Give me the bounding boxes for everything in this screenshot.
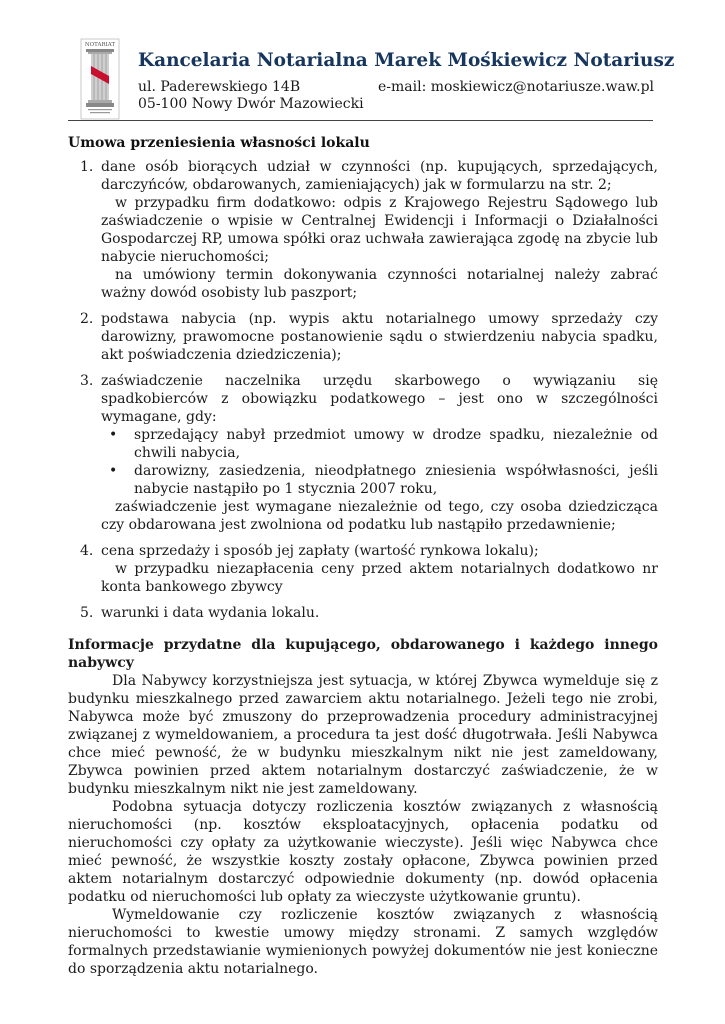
list-item-note: w przypadku niezapłacenia ceny przed aktem notarialnych dodatkowo nr konta bankowego zbywcy (101, 561, 658, 595)
bullet-text: darowizny, zasiedzenia, nieodpłatnego zniesienia współwłasności, jeśli nabycie nastąpiło po 1 stycznia 2007 roku, (134, 463, 658, 497)
list-item-text: cena sprzedaży i sposób jej zapłaty (wartość rynkowa lokalu); (101, 543, 539, 559)
header-divider (68, 120, 653, 121)
list-number: 5. (80, 605, 94, 621)
list-number: 4. (80, 543, 94, 559)
list-item-note: na umówiony termin dokonywania czynności notarialnej należy zabrać ważny dowód osobisty lub paszport; (101, 267, 658, 301)
section-title-buyer-info: Informacje przydatne dla kupującego, obdarowanego i każdego innego nabywcy (68, 637, 658, 671)
conditions-bullet-list (101, 426, 658, 498)
bullet-icon: • (109, 463, 118, 479)
list-item-text: dane osób biorących udział w czynności (np. kupujących, sprzedających, darczyńców, obdarowanych, zamieniających) jak w formularzu na str. 2; (101, 159, 658, 193)
list-item-note: w przypadku firm dodatkowo: odpis z Krajowego Rejestru Sądowego lub zaświadczenie o wpisie w Centralnej Ewidencji i Informacji o Działalności Gospodarczej RP, umowa spółki oraz uchwała zawierająca zgodę na zbycie lub nabycie nieruchomości; (101, 195, 658, 265)
bullet-item (101, 426, 658, 462)
list-item-4 (68, 542, 658, 596)
list-item-text: podstawa nabycia (np. wypis aktu notarialnego umowy sprzedaży czy darowizny, prawomocne postanowienie sądu o stwierdzeniu nabycia spadku, akt poświadczenia dziedziczenia); (101, 311, 658, 363)
list-number: 3. (80, 373, 94, 389)
notary-column-logo (80, 38, 120, 120)
list-number: 1. (80, 159, 94, 175)
info-paragraph: Wymeldowanie czy rozliczenie kosztów związanych z własnością nieruchomości to kwestie umowy między stronami. Z samych względów formalnych przedstawianie wymienionych powyżej dokumentów nie jest konieczne do sporządzenia aktu notarialnego. (68, 907, 658, 977)
info-paragraph: Dla Nabywcy korzystniejsza jest sytuacja, w której Zbywca wymelduje się z budynku mieszkalnego przed zawarciem aktu notarialnego. Jeżeli tego nie zrobi, Nabywca może być zmuszony do przeprowadzenia procedury administracyjnej związanej z wymeldowaniem, a procedura ta jest dość długotrwała. Jeśli Nabywca chce mieć pewność, że w budynku mieszkalnym nikt nie jest zameldowany, Zbywca powinien przed aktem notarialnym dostarczyć zaświadczenie, że w budynku mieszkalnym nikt nie jest zameldowany. (68, 673, 658, 797)
email-address: e-mail: moskiewicz@notariusze.waw.pl (378, 79, 655, 95)
list-number: 2. (80, 311, 94, 327)
street-address: ul. Paderewskiego 14B (138, 79, 301, 95)
list-item-note: zaświadczenie jest wymagane niezależnie od tego, czy osoba dziedzicząca czy obdarowana jest zwolniona od podatku lub nastąpiło przedawnienie; (101, 499, 658, 533)
office-name: Kancelaria Notarialna Marek Mośkiewicz Notariusz (138, 50, 675, 71)
list-item-3 (68, 372, 658, 534)
city-address: 05-100 Nowy Dwór Mazowiecki (138, 96, 364, 112)
info-paragraph: Podobna sytuacja dotyczy rozliczenia kosztów związanych z własnością nieruchomości (np. kosztów eksploatacyjnych, opłacenia podatku od nieruchomości czy opłaty za użytkowanie wieczyste). Jeśli więc Nabywca chce mieć pewność, że wszystkie koszty zostały opłacone, Zbywca powinien przed aktem notarialnym dostarczyć odpowiednie dokumenty (np. dowód opłacenia podatku od nieruchomości lub opłaty za wieczyste użytkowanie gruntu). (68, 799, 658, 905)
logo-wordmark: NOTARIAT (84, 42, 116, 48)
document-body (68, 134, 658, 978)
section-title-contract: Umowa przeniesienia własności lokalu (68, 135, 370, 151)
list-item-text: zaświadczenie naczelnika urzędu skarbowego o wywiązaniu się spadkobierców z obowiązku podatkowego – jest ono w szczególności wymagane, gdy: (101, 373, 658, 425)
list-item-text: warunki i data wydania lokalu. (101, 605, 320, 621)
list-item-2 (68, 310, 658, 364)
required-documents-list (68, 158, 658, 622)
bullet-icon: • (109, 427, 118, 443)
bullet-item (101, 462, 658, 498)
list-item-5 (68, 604, 658, 622)
list-item-1 (68, 158, 658, 302)
bullet-text: sprzedający nabył przedmiot umowy w drodze spadku, niezależnie od chwili nabycia, (134, 427, 658, 461)
